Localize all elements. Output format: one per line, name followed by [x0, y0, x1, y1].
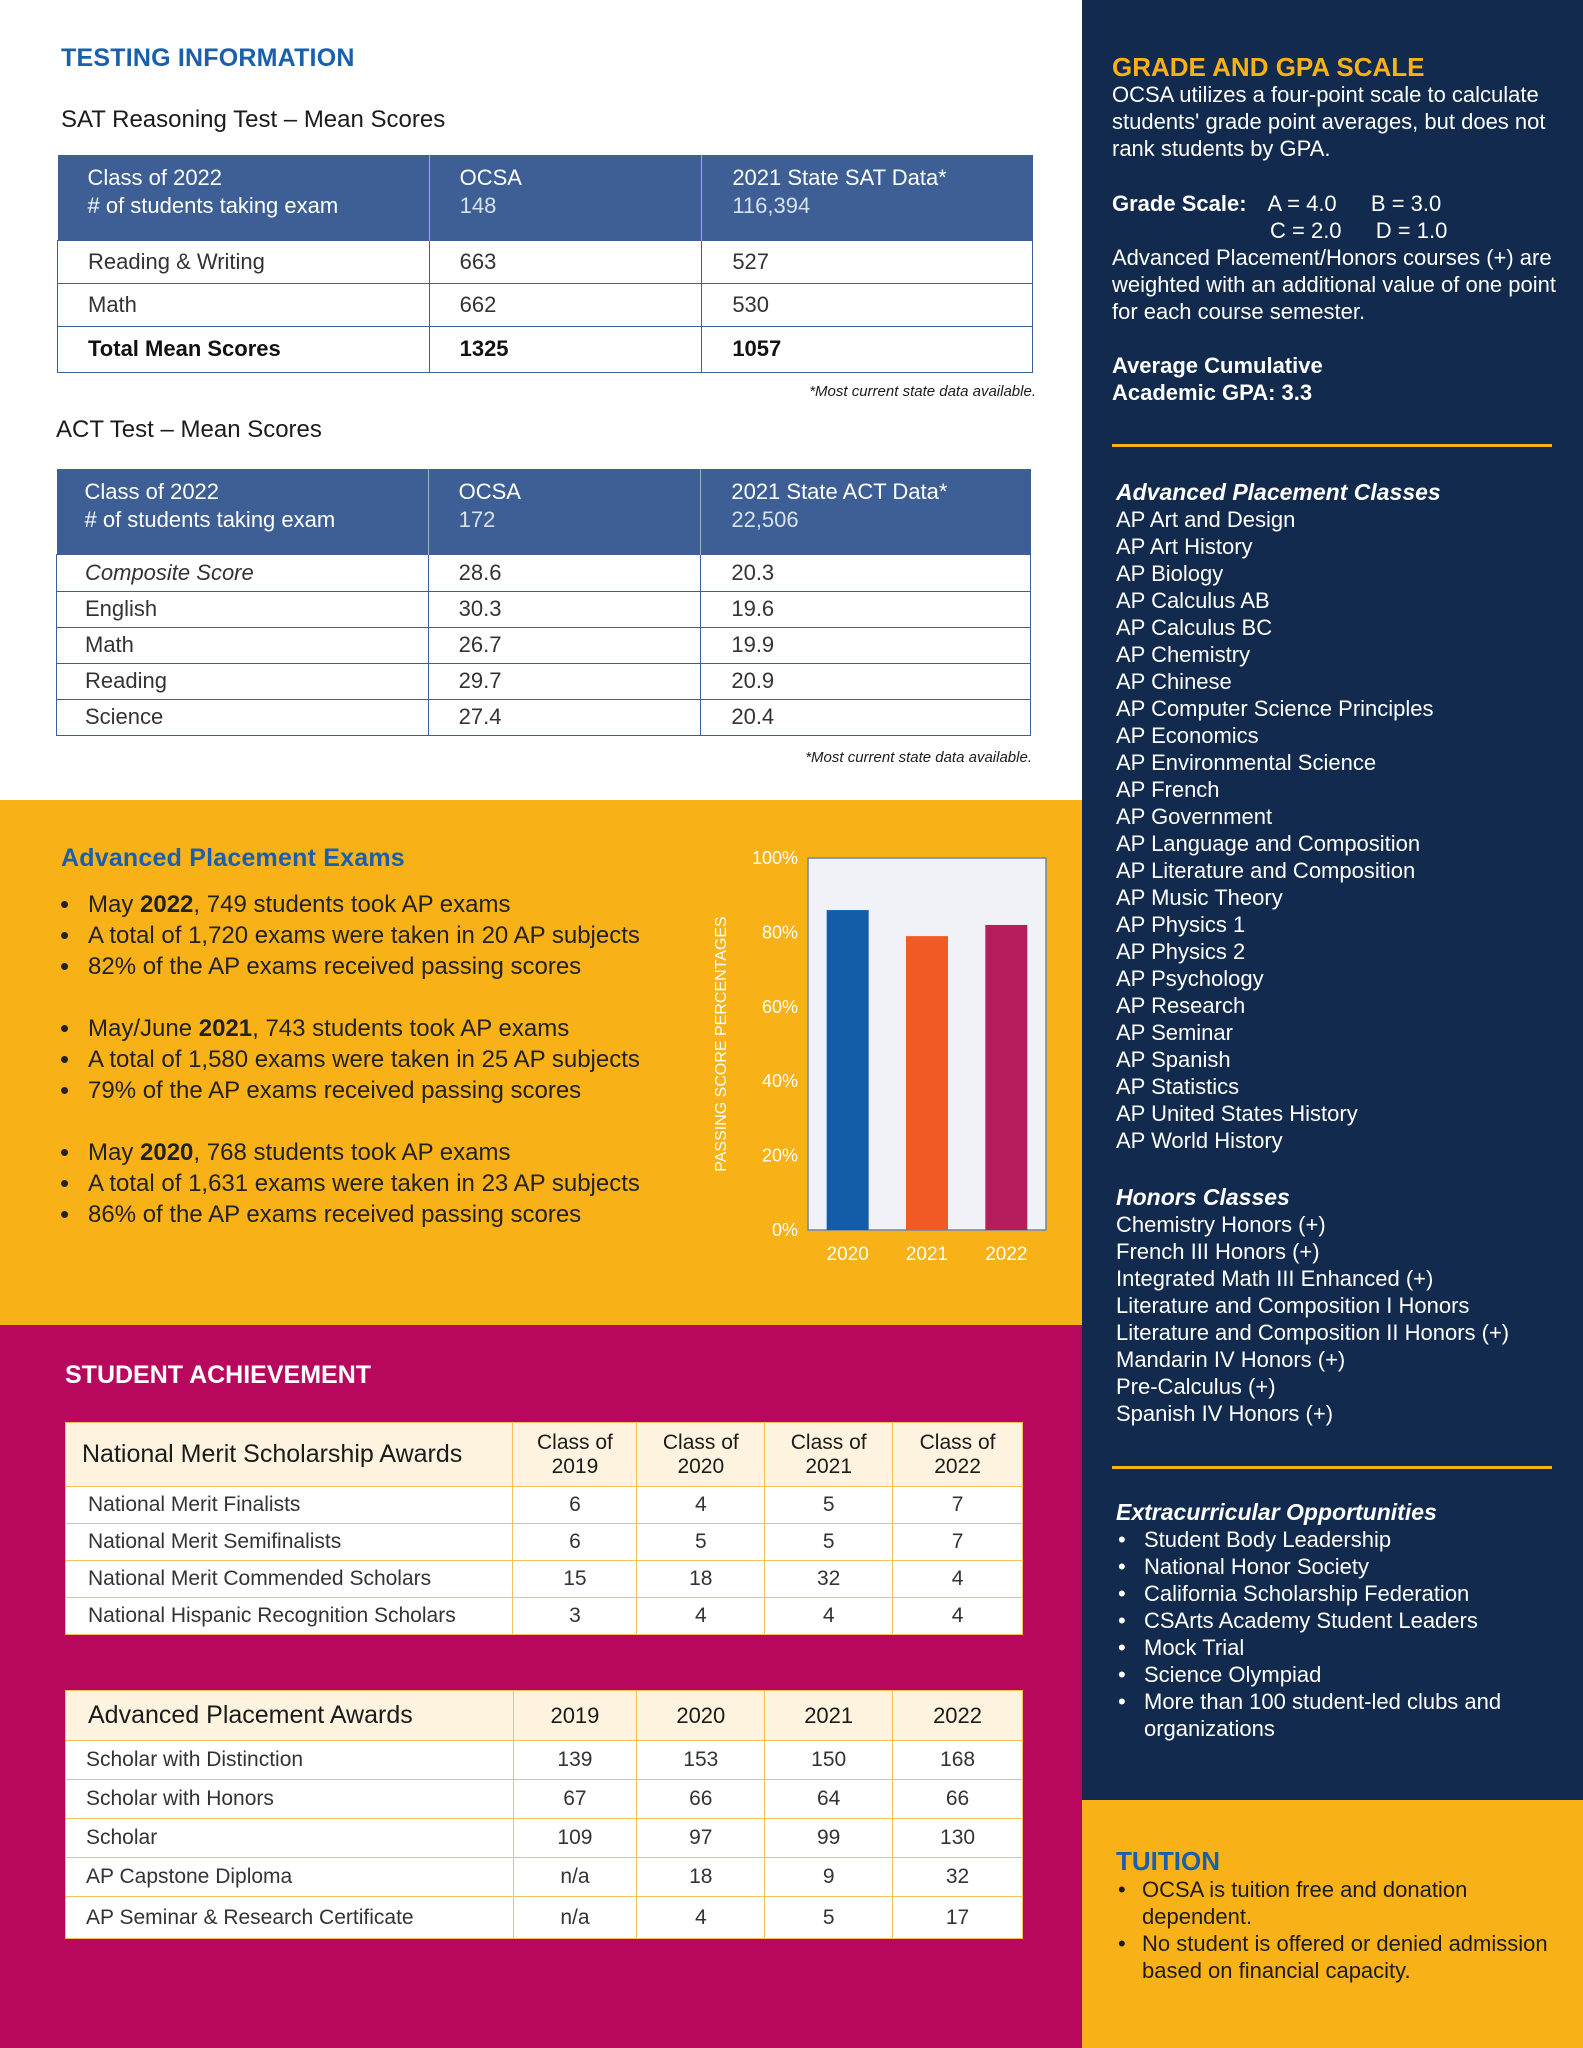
extracurricular-item: • California Scholarship Federation — [1116, 1580, 1556, 1607]
average-gpa: Average Cumulative Academic GPA: 3.3 — [1112, 353, 1323, 405]
table-row — [66, 1858, 1023, 1897]
merit-col-2021: Class of 2021 — [765, 1423, 893, 1487]
cell-value: 4 — [893, 1561, 1023, 1598]
cell-value: 17 — [893, 1897, 1023, 1939]
extracurricular-item: • Mock Trial — [1116, 1634, 1556, 1661]
table-row — [66, 1487, 1023, 1524]
state-value: 20.9 — [701, 663, 1031, 699]
merit-col-2020: Class of 2020 — [637, 1423, 765, 1487]
ap-class-item: AP Art and Design — [1116, 507, 1296, 532]
honors-class-item: Literature and Composition II Honors (+) — [1116, 1320, 1510, 1345]
row-label: Reading & Writing — [58, 240, 430, 283]
honors-class-item: Chemistry Honors (+) — [1116, 1212, 1326, 1237]
y-tick-label: 80% — [761, 922, 798, 943]
bar-2020 — [827, 910, 869, 1230]
ocsa-value: 1325 — [429, 326, 702, 372]
y-tick-label: 0% — [771, 1220, 798, 1240]
extracurricular-title: Extracurricular Opportunities — [1116, 1499, 1437, 1525]
row-label: Scholar — [66, 1819, 514, 1858]
y-axis-label: PASSING SCORE PERCENTAGES — [713, 916, 730, 1172]
cell-value: 66 — [893, 1780, 1023, 1819]
act-header-class: Class of 2022 # of students taking exam — [57, 469, 429, 554]
ap-group-2020 — [60, 1137, 640, 1230]
achievement-heading: STUDENT ACHIEVEMENT — [65, 1361, 372, 1389]
sat-header-row — [58, 155, 1033, 240]
table-row — [57, 663, 1031, 699]
ap-class-item: AP World History — [1116, 1128, 1283, 1153]
cell-value: 99 — [765, 1819, 893, 1858]
cell-value: 6 — [513, 1524, 637, 1561]
row-label: National Merit Semifinalists — [66, 1524, 513, 1561]
ap-class-item: AP French — [1116, 777, 1220, 802]
ocsa-value: 29.7 — [428, 663, 701, 699]
table-row — [66, 1897, 1023, 1939]
grade-c: C = 2.0 — [1270, 218, 1342, 243]
list-item: • 86% of the AP exams received passing scores — [60, 1199, 640, 1230]
tuition-title: TUITION — [1116, 1846, 1220, 1876]
tuition-list — [1116, 1876, 1556, 1984]
extracurricular-item: • More than 100 student-led clubs and organizations — [1116, 1688, 1556, 1742]
row-label: AP Seminar & Research Certificate — [66, 1897, 514, 1939]
y-tick-label: 20% — [761, 1145, 798, 1166]
ap-class-item: AP Music Theory — [1116, 885, 1283, 910]
cell-value: 15 — [513, 1561, 637, 1598]
cell-value: 7 — [893, 1487, 1023, 1524]
honors-class-item: Spanish IV Honors (+) — [1116, 1401, 1334, 1426]
table-row — [58, 283, 1033, 326]
ap-class-item: AP Art History — [1116, 534, 1253, 559]
ap-awards-col-2020: 2020 — [637, 1691, 765, 1741]
honors-class-item: Pre-Calculus (+) — [1116, 1374, 1276, 1399]
ap-class-item: AP United States History — [1116, 1101, 1358, 1126]
state-value: 19.6 — [701, 591, 1031, 627]
cell-value: n/a — [513, 1897, 637, 1939]
y-tick-label: 60% — [761, 996, 798, 1017]
row-label: Math — [57, 627, 429, 663]
list-item: • A total of 1,720 exams were taken in 20 AP subjects — [60, 920, 640, 951]
cell-value: 32 — [893, 1858, 1023, 1897]
ap-group-2022 — [60, 889, 640, 982]
ap-class-item: AP Computer Science Principles — [1116, 696, 1434, 721]
act-header-row — [57, 469, 1031, 554]
ap-exams-heading: Advanced Placement Exams — [61, 844, 405, 872]
sat-subhead: SAT Reasoning Test – Mean Scores — [61, 106, 446, 133]
cell-value: 4 — [637, 1487, 765, 1524]
ap-awards-col-2019: 2019 — [513, 1691, 637, 1741]
ap-class-item: AP Environmental Science — [1116, 750, 1377, 775]
ap-class-item: AP Literature and Composition — [1116, 858, 1416, 883]
testing-heading: TESTING INFORMATION — [61, 44, 355, 72]
list-item: • 82% of the AP exams received passing scores — [60, 951, 640, 982]
row-label: National Merit Finalists — [66, 1487, 513, 1524]
cell-value: 153 — [637, 1741, 765, 1780]
merit-col-2022: Class of 2022 — [893, 1423, 1023, 1487]
ap-class-item: AP Economics — [1116, 723, 1259, 748]
row-label: Scholar with Distinction — [66, 1741, 514, 1780]
table-row — [66, 1524, 1023, 1561]
y-tick-label: 100% — [751, 848, 798, 868]
table-row — [57, 554, 1031, 591]
passing-score-chart — [700, 845, 1060, 1265]
act-footnote: *Most current state data available. — [805, 749, 1032, 766]
divider — [1112, 1466, 1552, 1469]
row-label: English — [57, 591, 429, 627]
ap-awards-title: Advanced Placement Awards — [66, 1691, 514, 1741]
honors-class-item: Literature and Composition I Honors — [1116, 1293, 1470, 1318]
ap-class-item: AP Seminar — [1116, 1020, 1233, 1045]
sat-header-ocsa: OCSA 148 — [429, 155, 702, 240]
y-tick-label: 40% — [761, 1071, 798, 1092]
state-value: 20.3 — [701, 554, 1031, 591]
state-value: 530 — [702, 283, 1033, 326]
table-row — [57, 627, 1031, 663]
ap-awards-col-2021: 2021 — [765, 1691, 893, 1741]
extracurricular-item: • National Honor Society — [1116, 1553, 1556, 1580]
ap-class-item: AP Psychology — [1116, 966, 1264, 991]
row-label: Science — [57, 699, 429, 735]
cell-value: 66 — [637, 1780, 765, 1819]
grade-scale-label: Grade Scale: — [1112, 191, 1247, 216]
ocsa-value: 663 — [429, 240, 702, 283]
honors-class-item: Integrated Math III Enhanced (+) — [1116, 1266, 1434, 1291]
list-item: • OCSA is tuition free and donation dependent. — [1116, 1876, 1556, 1930]
cell-value: n/a — [513, 1858, 637, 1897]
honors-class-item: French III Honors (+) — [1116, 1239, 1320, 1264]
cell-value: 168 — [893, 1741, 1023, 1780]
cell-value: 5 — [765, 1524, 893, 1561]
cell-value: 4 — [637, 1897, 765, 1939]
cell-value: 4 — [637, 1598, 765, 1635]
ap-class-item: AP Physics 1 — [1116, 912, 1246, 937]
grade-scale — [1112, 190, 1562, 244]
cell-value: 32 — [765, 1561, 893, 1598]
table-row — [66, 1598, 1023, 1635]
table-row — [66, 1741, 1023, 1780]
state-value: 527 — [702, 240, 1033, 283]
ap-class-item: AP Language and Composition — [1116, 831, 1421, 856]
grade-a: A = 4.0 — [1267, 191, 1337, 216]
state-value: 19.9 — [701, 627, 1031, 663]
x-tick-label: 2020 — [826, 1244, 869, 1265]
list-item: • May 2022, 749 students took AP exams — [60, 889, 640, 920]
grade-b: B = 3.0 — [1370, 191, 1442, 216]
merit-header-row — [66, 1423, 1023, 1487]
table-row — [57, 699, 1031, 735]
sidebar — [1082, 0, 1583, 1800]
ap-class-item: AP Calculus BC — [1116, 615, 1273, 640]
cell-value: 4 — [765, 1598, 893, 1635]
list-item: • May/June 2021, 743 students took AP exams — [60, 1013, 640, 1044]
table-row — [66, 1819, 1023, 1858]
list-item: • No student is offered or denied admission based on financial capacity. — [1116, 1930, 1556, 1984]
table-row-total — [58, 326, 1033, 372]
ocsa-value: 662 — [429, 283, 702, 326]
row-label: Total Mean Scores — [58, 326, 430, 372]
tuition-section — [1082, 1800, 1583, 2048]
extracurricular-item: • Science Olympiad — [1116, 1661, 1556, 1688]
honors-classes-list — [1116, 1211, 1509, 1427]
cell-value: 6 — [513, 1487, 637, 1524]
list-item: • 79% of the AP exams received passing scores — [60, 1075, 640, 1106]
x-tick-label: 2022 — [985, 1244, 1028, 1265]
sat-header-class: Class of 2022 # of students taking exam — [58, 155, 430, 240]
sat-table — [57, 155, 1033, 373]
ocsa-value: 27.4 — [428, 699, 701, 735]
ap-exams-stats — [60, 889, 640, 1230]
ocsa-value: 30.3 — [428, 591, 701, 627]
cell-value: 67 — [513, 1780, 637, 1819]
x-tick-label: 2021 — [905, 1244, 949, 1265]
list-item: • May 2020, 768 students took AP exams — [60, 1137, 640, 1168]
row-label: AP Capstone Diploma — [66, 1858, 514, 1897]
list-item: • A total of 1,631 exams were taken in 23 AP subjects — [60, 1168, 640, 1199]
cell-value: 5 — [637, 1524, 765, 1561]
divider — [1112, 444, 1552, 447]
cell-value: 7 — [893, 1524, 1023, 1561]
honors-class-item: Mandarin IV Honors (+) — [1116, 1347, 1346, 1372]
state-value: 1057 — [702, 326, 1033, 372]
cell-value: 109 — [513, 1819, 637, 1858]
cell-value: 18 — [637, 1858, 765, 1897]
cell-value: 97 — [637, 1819, 765, 1858]
row-label: Scholar with Honors — [66, 1780, 514, 1819]
ap-class-item: AP Chinese — [1116, 669, 1232, 694]
cell-value: 5 — [765, 1487, 893, 1524]
honors-classes-title: Honors Classes — [1116, 1184, 1290, 1210]
row-label: Composite Score — [57, 554, 429, 591]
ap-class-item: AP Government — [1116, 804, 1273, 829]
bar-2022 — [985, 925, 1027, 1230]
extracurricular-list — [1116, 1526, 1556, 1742]
cell-value: 3 — [513, 1598, 637, 1635]
merit-col-2019: Class of 2019 — [513, 1423, 637, 1487]
ap-awards-table — [65, 1690, 1023, 1939]
sat-header-state: 2021 State SAT Data* 116,394 — [702, 155, 1033, 240]
table-row — [57, 591, 1031, 627]
grade-d: D = 1.0 — [1375, 218, 1448, 243]
act-header-ocsa: OCSA 172 — [428, 469, 701, 554]
merit-table — [65, 1422, 1023, 1635]
cell-value: 150 — [765, 1741, 893, 1780]
extracurricular-item: • Student Body Leadership — [1116, 1526, 1556, 1553]
cell-value: 9 — [765, 1858, 893, 1897]
cell-value: 4 — [893, 1598, 1023, 1635]
student-achievement-section — [0, 1325, 1082, 2048]
table-row — [66, 1780, 1023, 1819]
merit-title: National Merit Scholarship Awards — [66, 1423, 513, 1487]
ap-class-item: AP Spanish — [1116, 1047, 1231, 1072]
row-label: National Merit Commended Scholars — [66, 1561, 513, 1598]
ap-class-item: AP Chemistry — [1116, 642, 1251, 667]
ocsa-value: 26.7 — [428, 627, 701, 663]
ap-class-item: AP Biology — [1116, 561, 1224, 586]
ap-class-item: AP Calculus AB — [1116, 588, 1270, 613]
act-table — [56, 469, 1031, 736]
bar-2021 — [906, 936, 948, 1230]
ap-awards-col-2022: 2022 — [893, 1691, 1023, 1741]
cell-value: 5 — [765, 1897, 893, 1939]
gpa-title: GRADE AND GPA SCALE — [1112, 52, 1425, 82]
sat-footnote: *Most current state data available. — [809, 383, 1036, 400]
cell-value: 139 — [513, 1741, 637, 1780]
cell-value: 18 — [637, 1561, 765, 1598]
table-row — [66, 1561, 1023, 1598]
ap-awards-header-row — [66, 1691, 1023, 1741]
cell-value: 130 — [893, 1819, 1023, 1858]
row-label: Math — [58, 283, 430, 326]
cell-value: 64 — [765, 1780, 893, 1819]
gpa-intro: OCSA utilizes a four-point scale to calculate students' grade point averages, but does not rank students by GPA. — [1112, 82, 1546, 161]
row-label: Reading — [57, 663, 429, 699]
ap-classes-list — [1116, 506, 1434, 1154]
ocsa-value: 28.6 — [428, 554, 701, 591]
ap-exams-section — [0, 800, 1082, 1325]
ap-class-item: AP Statistics — [1116, 1074, 1240, 1099]
ap-class-item: AP Physics 2 — [1116, 939, 1246, 964]
extracurricular-item: • CSArts Academy Student Leaders — [1116, 1607, 1556, 1634]
state-value: 20.4 — [701, 699, 1031, 735]
ap-group-2021 — [60, 1013, 640, 1106]
testing-section — [0, 0, 1082, 800]
weighted-note: Advanced Placement/Honors courses (+) are weighted with an additional value of one point for each course semester. — [1112, 245, 1556, 324]
table-row — [58, 240, 1033, 283]
ap-classes-title: Advanced Placement Classes — [1116, 479, 1441, 505]
list-item: • A total of 1,580 exams were taken in 25 AP subjects — [60, 1044, 640, 1075]
act-header-state: 2021 State ACT Data* 22,506 — [701, 469, 1031, 554]
act-subhead: ACT Test – Mean Scores — [56, 416, 322, 443]
ap-class-item: AP Research — [1116, 993, 1246, 1018]
row-label: National Hispanic Recognition Scholars — [66, 1598, 513, 1635]
